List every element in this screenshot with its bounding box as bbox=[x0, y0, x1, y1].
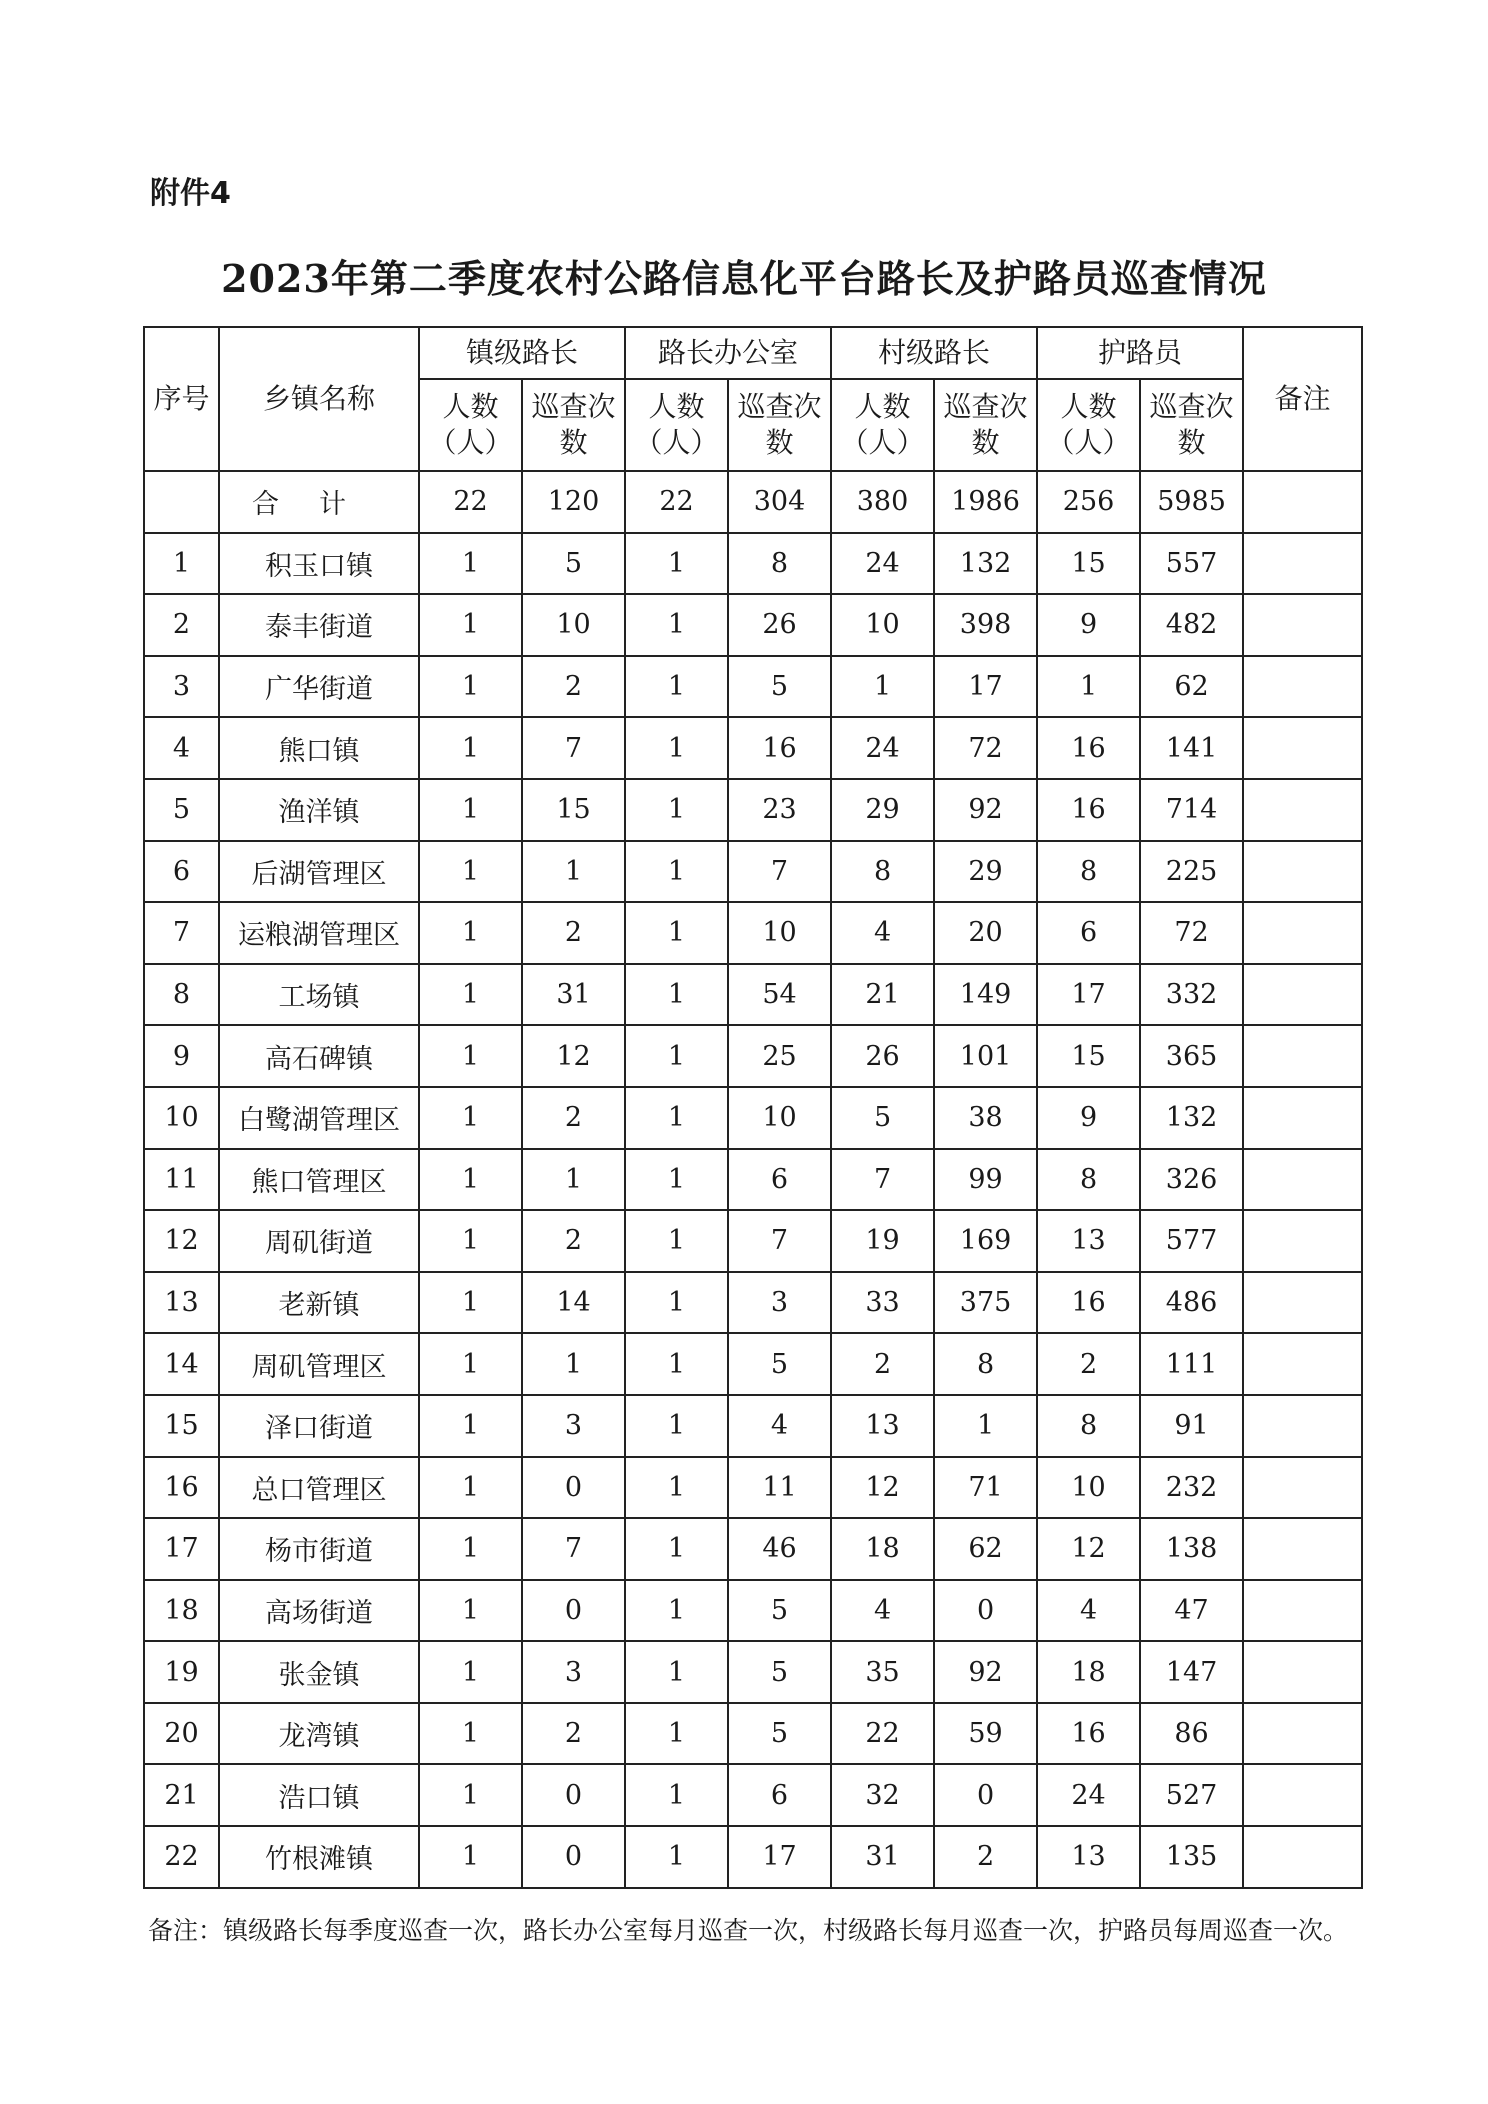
row-value: 62 bbox=[1140, 656, 1243, 718]
row-value: 31 bbox=[831, 1826, 934, 1888]
row-value: 15 bbox=[522, 779, 625, 841]
row-index: 5 bbox=[144, 779, 219, 841]
row-value: 15 bbox=[1037, 1025, 1140, 1087]
row-town-name: 后湖管理区 bbox=[219, 841, 419, 903]
row-value: 8 bbox=[1037, 1395, 1140, 1457]
row-value: 72 bbox=[1140, 902, 1243, 964]
row-index: 20 bbox=[144, 1703, 219, 1765]
row-town-name: 泽口街道 bbox=[219, 1395, 419, 1457]
table-row bbox=[144, 1764, 1362, 1826]
total-value: 1986 bbox=[934, 471, 1037, 533]
row-value: 1 bbox=[419, 656, 522, 718]
row-value: 5 bbox=[831, 1087, 934, 1149]
total-row bbox=[144, 471, 1362, 533]
row-value: 32 bbox=[831, 1764, 934, 1826]
row-value: 2 bbox=[522, 1087, 625, 1149]
row-value: 71 bbox=[934, 1457, 1037, 1519]
table-row bbox=[144, 1149, 1362, 1211]
row-value: 16 bbox=[1037, 779, 1140, 841]
row-value: 1 bbox=[419, 533, 522, 595]
row-value: 99 bbox=[934, 1149, 1037, 1211]
row-value: 1 bbox=[419, 1518, 522, 1580]
row-remark bbox=[1243, 533, 1362, 595]
row-value: 527 bbox=[1140, 1764, 1243, 1826]
row-value: 1 bbox=[419, 1580, 522, 1642]
row-value: 24 bbox=[831, 717, 934, 779]
row-value: 6 bbox=[1037, 902, 1140, 964]
row-value: 111 bbox=[1140, 1333, 1243, 1395]
row-town-name: 高场街道 bbox=[219, 1580, 419, 1642]
row-town-name: 熊口管理区 bbox=[219, 1149, 419, 1211]
row-index: 13 bbox=[144, 1272, 219, 1334]
row-value: 3 bbox=[522, 1395, 625, 1457]
total-index-cell bbox=[144, 471, 219, 533]
row-value: 92 bbox=[934, 1641, 1037, 1703]
table-row bbox=[144, 656, 1362, 718]
table-row bbox=[144, 779, 1362, 841]
row-value: 1 bbox=[419, 964, 522, 1026]
row-town-name: 渔洋镇 bbox=[219, 779, 419, 841]
row-value: 2 bbox=[1037, 1333, 1140, 1395]
row-value: 557 bbox=[1140, 533, 1243, 595]
row-value: 1 bbox=[625, 594, 728, 656]
row-value: 1 bbox=[934, 1395, 1037, 1457]
row-value: 1 bbox=[419, 1641, 522, 1703]
row-value: 12 bbox=[522, 1025, 625, 1087]
row-value: 13 bbox=[831, 1395, 934, 1457]
table-row bbox=[144, 1395, 1362, 1457]
row-value: 1 bbox=[625, 656, 728, 718]
row-index: 17 bbox=[144, 1518, 219, 1580]
page-title: 2023年第二季度农村公路信息化平台路长及护路员巡查情况 bbox=[221, 256, 1267, 301]
row-value: 10 bbox=[1037, 1457, 1140, 1519]
row-value: 1 bbox=[419, 1764, 522, 1826]
row-value: 7 bbox=[522, 1518, 625, 1580]
row-value: 2 bbox=[522, 902, 625, 964]
row-town-name: 张金镇 bbox=[219, 1641, 419, 1703]
row-value: 29 bbox=[831, 779, 934, 841]
row-value: 225 bbox=[1140, 841, 1243, 903]
row-value: 1 bbox=[625, 902, 728, 964]
row-value: 5 bbox=[728, 1703, 831, 1765]
row-value: 141 bbox=[1140, 717, 1243, 779]
row-index: 7 bbox=[144, 902, 219, 964]
row-value: 86 bbox=[1140, 1703, 1243, 1765]
row-index: 15 bbox=[144, 1395, 219, 1457]
row-value: 14 bbox=[522, 1272, 625, 1334]
header-count: 人数（人） bbox=[625, 379, 728, 471]
table-row bbox=[144, 1703, 1362, 1765]
header-patrols: 巡查次数 bbox=[1140, 379, 1243, 471]
row-value: 9 bbox=[1037, 1087, 1140, 1149]
row-index: 8 bbox=[144, 964, 219, 1026]
total-value: 22 bbox=[625, 471, 728, 533]
row-remark bbox=[1243, 717, 1362, 779]
row-value: 92 bbox=[934, 779, 1037, 841]
row-value: 0 bbox=[522, 1580, 625, 1642]
row-town-name: 杨市街道 bbox=[219, 1518, 419, 1580]
row-value: 15 bbox=[1037, 533, 1140, 595]
row-value: 2 bbox=[934, 1826, 1037, 1888]
row-value: 1 bbox=[522, 1149, 625, 1211]
row-value: 1 bbox=[625, 1210, 728, 1272]
row-value: 54 bbox=[728, 964, 831, 1026]
row-value: 1 bbox=[625, 964, 728, 1026]
row-value: 5 bbox=[728, 1580, 831, 1642]
row-value: 38 bbox=[934, 1087, 1037, 1149]
row-value: 1 bbox=[625, 841, 728, 903]
total-value: 22 bbox=[419, 471, 522, 533]
row-value: 169 bbox=[934, 1210, 1037, 1272]
row-town-name: 积玉口镇 bbox=[219, 533, 419, 595]
row-value: 149 bbox=[934, 964, 1037, 1026]
row-value: 1 bbox=[419, 1395, 522, 1457]
row-value: 714 bbox=[1140, 779, 1243, 841]
row-value: 0 bbox=[934, 1580, 1037, 1642]
row-town-name: 老新镇 bbox=[219, 1272, 419, 1334]
row-value: 5 bbox=[728, 1333, 831, 1395]
row-value: 1 bbox=[522, 1333, 625, 1395]
row-value: 1 bbox=[625, 779, 728, 841]
table-row bbox=[144, 594, 1362, 656]
row-value: 7 bbox=[728, 1210, 831, 1272]
row-town-name: 周矶管理区 bbox=[219, 1333, 419, 1395]
row-remark bbox=[1243, 1580, 1362, 1642]
row-index: 11 bbox=[144, 1149, 219, 1211]
row-value: 23 bbox=[728, 779, 831, 841]
table-row bbox=[144, 1087, 1362, 1149]
row-value: 29 bbox=[934, 841, 1037, 903]
row-value: 3 bbox=[728, 1272, 831, 1334]
row-value: 5 bbox=[728, 656, 831, 718]
row-value: 8 bbox=[831, 841, 934, 903]
row-value: 1 bbox=[419, 1457, 522, 1519]
row-value: 486 bbox=[1140, 1272, 1243, 1334]
row-value: 1 bbox=[419, 1333, 522, 1395]
header-group-village-chief: 村级路长 bbox=[831, 327, 1037, 379]
row-value: 0 bbox=[522, 1826, 625, 1888]
row-value: 7 bbox=[728, 841, 831, 903]
row-value: 19 bbox=[831, 1210, 934, 1272]
row-value: 21 bbox=[831, 964, 934, 1026]
row-remark bbox=[1243, 779, 1362, 841]
row-value: 5 bbox=[728, 1641, 831, 1703]
row-value: 375 bbox=[934, 1272, 1037, 1334]
row-value: 8 bbox=[1037, 1149, 1140, 1211]
row-value: 13 bbox=[1037, 1210, 1140, 1272]
patrol-table bbox=[143, 326, 1363, 1889]
row-value: 1 bbox=[419, 1826, 522, 1888]
row-index: 12 bbox=[144, 1210, 219, 1272]
row-value: 1 bbox=[419, 841, 522, 903]
row-index: 16 bbox=[144, 1457, 219, 1519]
row-town-name: 浩口镇 bbox=[219, 1764, 419, 1826]
row-value: 4 bbox=[1037, 1580, 1140, 1642]
row-value: 8 bbox=[1037, 841, 1140, 903]
row-value: 8 bbox=[934, 1333, 1037, 1395]
row-remark bbox=[1243, 1149, 1362, 1211]
row-value: 332 bbox=[1140, 964, 1243, 1026]
table-header bbox=[144, 327, 1362, 471]
row-value: 8 bbox=[728, 533, 831, 595]
table-row bbox=[144, 1641, 1362, 1703]
row-value: 1 bbox=[625, 1703, 728, 1765]
row-value: 11 bbox=[728, 1457, 831, 1519]
total-value: 120 bbox=[522, 471, 625, 533]
row-value: 1 bbox=[625, 1272, 728, 1334]
row-remark bbox=[1243, 1272, 1362, 1334]
total-value: 256 bbox=[1037, 471, 1140, 533]
row-index: 1 bbox=[144, 533, 219, 595]
row-remark bbox=[1243, 1703, 1362, 1765]
row-value: 10 bbox=[522, 594, 625, 656]
total-value: 304 bbox=[728, 471, 831, 533]
row-value: 1 bbox=[625, 533, 728, 595]
row-value: 16 bbox=[1037, 1272, 1140, 1334]
header-patrols: 巡查次数 bbox=[728, 379, 831, 471]
row-remark bbox=[1243, 1826, 1362, 1888]
row-value: 3 bbox=[522, 1641, 625, 1703]
row-index: 3 bbox=[144, 656, 219, 718]
row-value: 2 bbox=[522, 656, 625, 718]
row-value: 2 bbox=[522, 1210, 625, 1272]
row-value: 26 bbox=[728, 594, 831, 656]
row-remark bbox=[1243, 1395, 1362, 1457]
table-body bbox=[144, 471, 1362, 1888]
table-row bbox=[144, 1333, 1362, 1395]
header-patrols: 巡查次数 bbox=[522, 379, 625, 471]
row-index: 10 bbox=[144, 1087, 219, 1149]
row-town-name: 竹根滩镇 bbox=[219, 1826, 419, 1888]
row-value: 10 bbox=[831, 594, 934, 656]
row-value: 482 bbox=[1140, 594, 1243, 656]
row-remark bbox=[1243, 1210, 1362, 1272]
row-value: 1 bbox=[625, 1149, 728, 1211]
row-value: 1 bbox=[625, 717, 728, 779]
row-value: 17 bbox=[1037, 964, 1140, 1026]
header-town: 乡镇名称 bbox=[219, 327, 419, 471]
header-count: 人数（人） bbox=[831, 379, 934, 471]
row-value: 1 bbox=[625, 1826, 728, 1888]
row-value: 101 bbox=[934, 1025, 1037, 1087]
header-group-road-guard: 护路员 bbox=[1037, 327, 1243, 379]
row-value: 6 bbox=[728, 1149, 831, 1211]
row-value: 1 bbox=[419, 1025, 522, 1087]
table-row bbox=[144, 902, 1362, 964]
row-value: 1 bbox=[625, 1580, 728, 1642]
row-value: 7 bbox=[831, 1149, 934, 1211]
row-value: 4 bbox=[728, 1395, 831, 1457]
row-remark bbox=[1243, 1087, 1362, 1149]
header-index: 序号 bbox=[144, 327, 219, 471]
attachment-label: 附件4 bbox=[150, 176, 231, 211]
row-index: 18 bbox=[144, 1580, 219, 1642]
table-row bbox=[144, 1025, 1362, 1087]
row-index: 2 bbox=[144, 594, 219, 656]
row-value: 1 bbox=[831, 656, 934, 718]
total-value: 5985 bbox=[1140, 471, 1243, 533]
row-value: 1 bbox=[1037, 656, 1140, 718]
row-remark bbox=[1243, 1457, 1362, 1519]
total-label: 合计 bbox=[219, 471, 419, 533]
row-value: 577 bbox=[1140, 1210, 1243, 1272]
row-value: 17 bbox=[728, 1826, 831, 1888]
row-value: 22 bbox=[831, 1703, 934, 1765]
row-value: 5 bbox=[522, 533, 625, 595]
row-value: 1 bbox=[419, 902, 522, 964]
row-value: 47 bbox=[1140, 1580, 1243, 1642]
row-value: 17 bbox=[934, 656, 1037, 718]
row-value: 72 bbox=[934, 717, 1037, 779]
row-value: 1 bbox=[522, 841, 625, 903]
row-value: 1 bbox=[419, 1272, 522, 1334]
row-value: 35 bbox=[831, 1641, 934, 1703]
row-value: 24 bbox=[1037, 1764, 1140, 1826]
row-value: 12 bbox=[831, 1457, 934, 1519]
row-remark bbox=[1243, 656, 1362, 718]
row-value: 1 bbox=[625, 1395, 728, 1457]
table-row bbox=[144, 717, 1362, 779]
row-value: 1 bbox=[419, 594, 522, 656]
row-town-name: 熊口镇 bbox=[219, 717, 419, 779]
row-town-name: 工场镇 bbox=[219, 964, 419, 1026]
row-value: 1 bbox=[419, 1703, 522, 1765]
header-count: 人数（人） bbox=[419, 379, 522, 471]
row-town-name: 龙湾镇 bbox=[219, 1703, 419, 1765]
row-value: 132 bbox=[934, 533, 1037, 595]
header-group-office: 路长办公室 bbox=[625, 327, 831, 379]
table-row bbox=[144, 964, 1362, 1026]
row-town-name: 运粮湖管理区 bbox=[219, 902, 419, 964]
row-value: 0 bbox=[522, 1457, 625, 1519]
row-value: 147 bbox=[1140, 1641, 1243, 1703]
table-row bbox=[144, 1272, 1362, 1334]
row-value: 1 bbox=[419, 779, 522, 841]
row-remark bbox=[1243, 902, 1362, 964]
row-value: 132 bbox=[1140, 1087, 1243, 1149]
table-row bbox=[144, 1210, 1362, 1272]
row-town-name: 总口管理区 bbox=[219, 1457, 419, 1519]
row-value: 9 bbox=[1037, 594, 1140, 656]
total-remark bbox=[1243, 471, 1362, 533]
table-row bbox=[144, 1457, 1362, 1519]
row-value: 1 bbox=[419, 1087, 522, 1149]
row-town-name: 周矶街道 bbox=[219, 1210, 419, 1272]
table-row bbox=[144, 841, 1362, 903]
row-town-name: 广华街道 bbox=[219, 656, 419, 718]
row-value: 4 bbox=[831, 902, 934, 964]
row-value: 16 bbox=[728, 717, 831, 779]
row-value: 4 bbox=[831, 1580, 934, 1642]
row-value: 6 bbox=[728, 1764, 831, 1826]
row-value: 2 bbox=[522, 1703, 625, 1765]
row-value: 326 bbox=[1140, 1149, 1243, 1211]
row-town-name: 高石碑镇 bbox=[219, 1025, 419, 1087]
table-row bbox=[144, 1580, 1362, 1642]
row-value: 1 bbox=[625, 1764, 728, 1826]
row-remark bbox=[1243, 841, 1362, 903]
row-remark bbox=[1243, 964, 1362, 1026]
header-remark: 备注 bbox=[1243, 327, 1362, 471]
row-remark bbox=[1243, 594, 1362, 656]
header-count: 人数（人） bbox=[1037, 379, 1140, 471]
row-town-name: 白鹭湖管理区 bbox=[219, 1087, 419, 1149]
row-index: 14 bbox=[144, 1333, 219, 1395]
row-value: 26 bbox=[831, 1025, 934, 1087]
row-value: 1 bbox=[625, 1333, 728, 1395]
row-value: 398 bbox=[934, 594, 1037, 656]
row-value: 1 bbox=[625, 1087, 728, 1149]
row-index: 21 bbox=[144, 1764, 219, 1826]
row-index: 19 bbox=[144, 1641, 219, 1703]
row-index: 9 bbox=[144, 1025, 219, 1087]
row-value: 1 bbox=[625, 1025, 728, 1087]
row-value: 25 bbox=[728, 1025, 831, 1087]
row-remark bbox=[1243, 1333, 1362, 1395]
row-remark bbox=[1243, 1518, 1362, 1580]
row-value: 13 bbox=[1037, 1826, 1140, 1888]
row-value: 10 bbox=[728, 902, 831, 964]
row-value: 91 bbox=[1140, 1395, 1243, 1457]
footnote: 备注：镇级路长每季度巡查一次，路长办公室每月巡查一次，村级路长每月巡查一次，护路员每周巡查一次。 bbox=[148, 1916, 1349, 1945]
row-value: 0 bbox=[522, 1764, 625, 1826]
row-value: 33 bbox=[831, 1272, 934, 1334]
row-value: 59 bbox=[934, 1703, 1037, 1765]
row-value: 1 bbox=[419, 1210, 522, 1272]
row-value: 2 bbox=[831, 1333, 934, 1395]
row-remark bbox=[1243, 1025, 1362, 1087]
table-row bbox=[144, 1826, 1362, 1888]
row-remark bbox=[1243, 1641, 1362, 1703]
total-value: 380 bbox=[831, 471, 934, 533]
row-value: 0 bbox=[934, 1764, 1037, 1826]
row-value: 232 bbox=[1140, 1457, 1243, 1519]
row-value: 1 bbox=[419, 717, 522, 779]
row-value: 20 bbox=[934, 902, 1037, 964]
row-remark bbox=[1243, 1764, 1362, 1826]
row-value: 18 bbox=[831, 1518, 934, 1580]
row-index: 4 bbox=[144, 717, 219, 779]
header-patrols: 巡查次数 bbox=[934, 379, 1037, 471]
row-value: 1 bbox=[625, 1457, 728, 1519]
table-row bbox=[144, 533, 1362, 595]
row-value: 1 bbox=[419, 1149, 522, 1211]
row-value: 16 bbox=[1037, 1703, 1140, 1765]
row-value: 135 bbox=[1140, 1826, 1243, 1888]
row-value: 12 bbox=[1037, 1518, 1140, 1580]
row-value: 46 bbox=[728, 1518, 831, 1580]
row-value: 138 bbox=[1140, 1518, 1243, 1580]
row-value: 24 bbox=[831, 533, 934, 595]
row-index: 22 bbox=[144, 1826, 219, 1888]
row-value: 62 bbox=[934, 1518, 1037, 1580]
row-value: 1 bbox=[625, 1641, 728, 1703]
row-value: 31 bbox=[522, 964, 625, 1026]
row-value: 1 bbox=[625, 1518, 728, 1580]
row-town-name: 泰丰街道 bbox=[219, 594, 419, 656]
row-value: 365 bbox=[1140, 1025, 1243, 1087]
row-index: 6 bbox=[144, 841, 219, 903]
table-row bbox=[144, 1518, 1362, 1580]
row-value: 10 bbox=[728, 1087, 831, 1149]
row-value: 7 bbox=[522, 717, 625, 779]
header-group-town-chief: 镇级路长 bbox=[419, 327, 625, 379]
row-value: 18 bbox=[1037, 1641, 1140, 1703]
row-value: 16 bbox=[1037, 717, 1140, 779]
